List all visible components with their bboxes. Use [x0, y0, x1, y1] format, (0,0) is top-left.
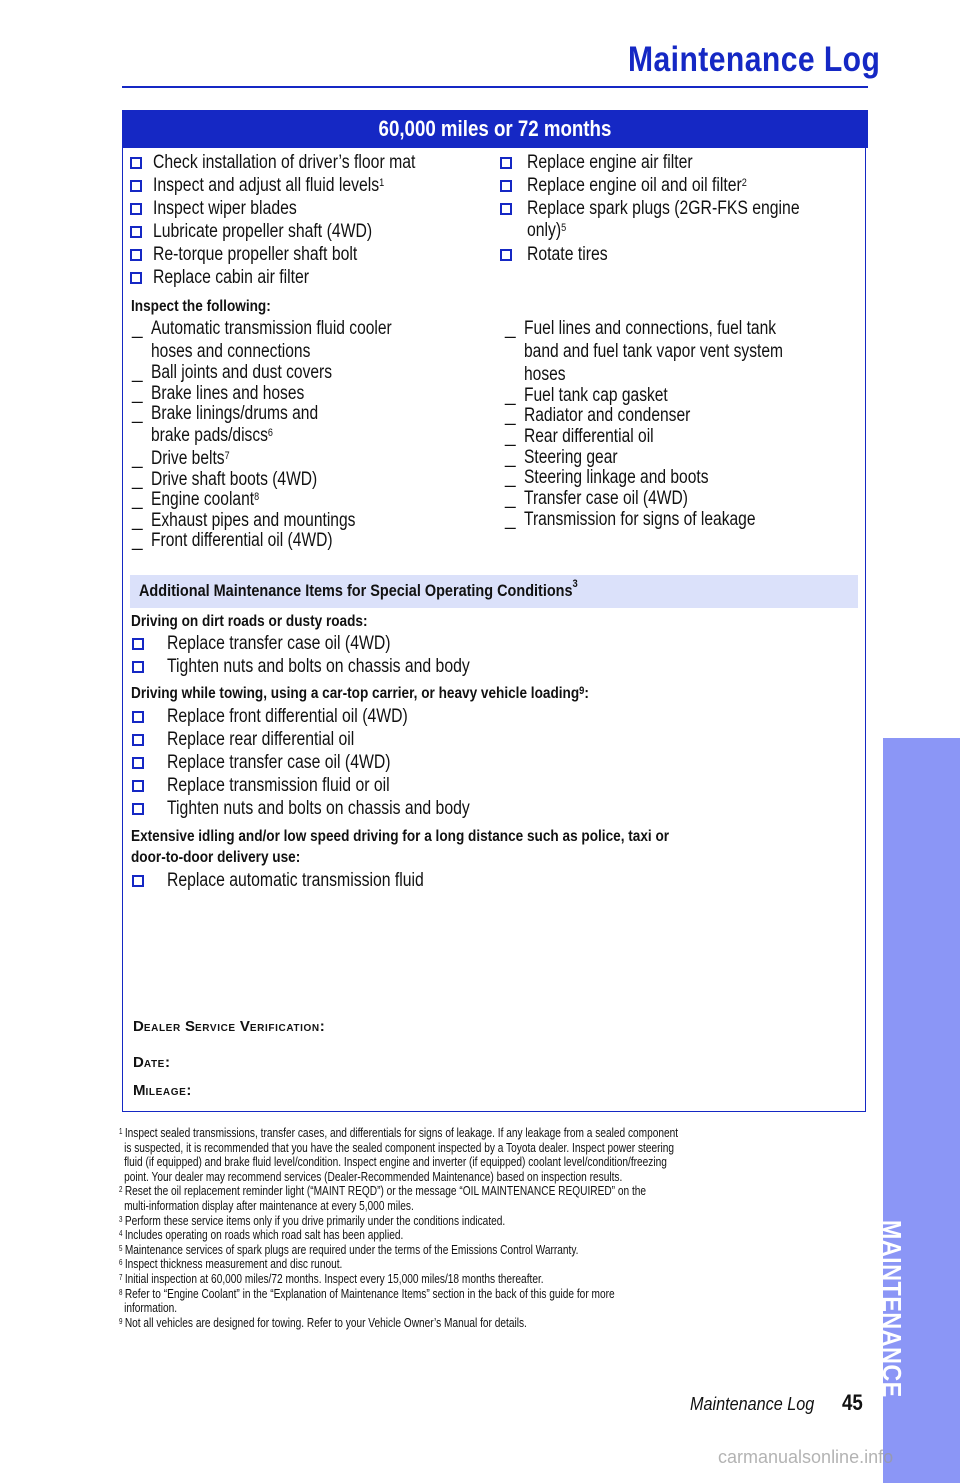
checklist-item: Rotate tires [527, 244, 608, 265]
watermark: carmanualsonline.info [718, 1447, 894, 1467]
inspect-item: Steering gear [524, 447, 618, 468]
inspect-item: Fuel tank cap gasket [524, 385, 668, 406]
inspect-item: Drive belts$^7$ [151, 448, 230, 469]
mileage-label [133, 1082, 191, 1099]
footnote-line: fluid (if equipped) and brake fluid level/condition. Inspect engine and inverter (if equipped) coolant level/condition/freezing [124, 1154, 667, 1170]
inspect-item: Radiator and condenser [524, 405, 691, 426]
checkbox[interactable] [500, 203, 512, 215]
checklist-item: Replace cabin air filter [153, 267, 310, 288]
checkbox[interactable] [500, 249, 512, 261]
footnote-line: multi-information display after maintenance at every 5,000 miles. [124, 1197, 414, 1213]
list-bullet: _ [132, 530, 143, 551]
checkbox[interactable] [132, 875, 144, 887]
inspect-item: Exhaust pipes and mountings [151, 510, 356, 531]
footnote-line: $^7$ Initial inspection at 60,000 miles/72 months. Inspect every 15,000 miles/18 months thereafter. [119, 1270, 544, 1286]
list-bullet: _ [505, 488, 516, 509]
special-item: Tighten nuts and bolts on chassis and body [167, 798, 470, 819]
checklist-item: Check installation of driver’s floor mat [153, 152, 416, 173]
interval-band [122, 110, 868, 148]
checklist-item: only)$^5$ [527, 220, 567, 241]
interval-title: 60,000 miles or 72 months [378, 116, 612, 141]
checklist-item: Replace engine air filter [527, 152, 693, 173]
list-bullet: _ [505, 385, 516, 406]
footnote-line: information. [124, 1300, 178, 1316]
checkbox[interactable] [132, 661, 144, 673]
checklist-item: Lubricate propeller shaft (4WD) [153, 221, 373, 242]
inspect-item: Brake lines and hoses [151, 383, 305, 404]
list-bullet: _ [505, 405, 516, 426]
list-bullet: _ [505, 426, 516, 447]
inspect-heading: Inspect the following: [131, 298, 271, 315]
list-bullet: _ [132, 403, 143, 424]
additional-title: Additional Maintenance Items for Special Operating Conditions [139, 581, 573, 600]
checklist-item: Inspect and adjust all fluid levels$^1$ [153, 175, 385, 196]
special-item: Replace front differential oil (4WD) [167, 706, 408, 727]
checkbox[interactable] [130, 203, 142, 215]
list-bullet: _ [132, 489, 143, 510]
special-item: Replace transmission fluid or oil [167, 775, 390, 796]
footnote-line: $^2$ Reset the oil replacement reminder light (“MAINT REQD”) or the message “OIL MAINTENANCE REQUIRED” on the [119, 1183, 647, 1199]
checkbox[interactable] [132, 757, 144, 769]
dealer-verification-display: DEALER SERVICE VERIFICATION: [133, 1018, 325, 1035]
footnote-line: $^3$ Perform these service items only if you drive primarily under the conditions indicated. [119, 1212, 506, 1228]
idling-heading: Extensive idling and/or low speed driving for a long distance such as police, taxi or [131, 828, 670, 845]
inspect-item: Front differential oil (4WD) [151, 530, 333, 551]
checkbox[interactable] [130, 226, 142, 238]
special-item: Replace automatic transmission fluid [167, 870, 424, 891]
footnote-line: $^5$ Maintenance services of spark plugs are required under the terms of the Emissions Control Warranty. [119, 1241, 579, 1257]
special-item: Replace transfer case oil (4WD) [167, 633, 391, 654]
list-bullet: _ [505, 447, 516, 468]
towing-heading: Driving while towing, using a car-top carrier, or heavy vehicle loading$^9$: [131, 685, 589, 702]
inspect-item: Engine coolant$^8$ [151, 489, 260, 510]
list-bullet: _ [132, 510, 143, 531]
checkbox[interactable] [130, 157, 142, 169]
inspect-item: Steering linkage and boots [524, 467, 709, 488]
list-bullet: _ [132, 469, 143, 490]
footnote-line: $^6$ Inspect thickness measurement and disc runout. [119, 1256, 343, 1272]
checkbox[interactable] [130, 249, 142, 261]
special-item: Replace transfer case oil (4WD) [167, 752, 391, 773]
inspect-item: Fuel lines and connections, fuel tank [524, 318, 777, 339]
inspect-item: Drive shaft boots (4WD) [151, 469, 318, 490]
list-bullet: _ [505, 467, 516, 488]
footnote-line: point. Your dealer may recommend services (Dealer-Recommended Maintenance) based on inspection results. [124, 1168, 623, 1184]
footnote-line: $^1$ Inspect sealed transmissions, transfer cases, and differentials for signs of leakage. If any leakage from a sealed component [119, 1125, 679, 1140]
date-display: DATE: [133, 1054, 170, 1071]
date-label [133, 1054, 170, 1071]
inspect-item: hoses and connections [151, 341, 311, 362]
footnote-line: is suspected, it is recommended that you have the sealed component inspected by a Toyota dealer. Inspect power steering [124, 1139, 675, 1155]
checklist-item: Replace engine oil and oil filter$^2$ [527, 175, 747, 196]
dealer-verification-label [133, 1018, 325, 1035]
inspect-item: band and fuel tank vapor vent system [524, 341, 783, 362]
checkbox[interactable] [132, 780, 144, 792]
checkbox[interactable] [132, 638, 144, 650]
footnotes [119, 1126, 873, 1330]
checkbox[interactable] [500, 157, 512, 169]
footnote-line: $^8$ Refer to “Engine Coolant” in the “Explanation of Maintenance Items” section in the back of this guide for more [119, 1285, 615, 1301]
special-item: Replace rear differential oil [167, 729, 355, 750]
inspect-item: Transfer case oil (4WD) [524, 488, 688, 509]
page-title: Maintenance Log [628, 40, 881, 79]
footnote-line: $^9$ Not all vehicles are designed for towing. Refer to your Vehicle Owner’s Manual for details. [119, 1314, 527, 1330]
additional-items-header [130, 575, 858, 608]
footer-section-label: Maintenance Log [690, 1394, 815, 1414]
checkbox[interactable] [130, 272, 142, 284]
checklist-item: Inspect wiper blades [153, 198, 297, 219]
list-bullet: _ [132, 318, 143, 339]
list-bullet: _ [505, 509, 516, 530]
inspect-item: Transmission for signs of leakage [524, 509, 756, 530]
section-tab-label [876, 1210, 907, 1408]
checkbox[interactable] [130, 180, 142, 192]
section-tab-text: MAINTENANCE [877, 1219, 907, 1398]
inspect-item: Rear differential oil [524, 426, 654, 447]
inspect-item: Brake linings/drums and [151, 403, 319, 424]
checklist-item: Re-torque propeller shaft bolt [153, 244, 358, 265]
inspect-item: brake pads/discs$^6$ [151, 425, 273, 446]
checkbox[interactable] [132, 711, 144, 723]
checklist-item: Replace spark plugs (2GR-FKS engine [527, 198, 800, 219]
checkbox[interactable] [132, 803, 144, 815]
mileage-display: MILEAGE: [133, 1082, 192, 1099]
inspect-item: Ball joints and dust covers [151, 362, 333, 383]
checkbox[interactable] [500, 180, 512, 192]
list-bullet: _ [505, 318, 516, 339]
list-bullet: _ [132, 448, 143, 469]
footnote-line: $^4$ Includes operating on roads which road salt has been applied. [119, 1227, 404, 1243]
dirt-roads-heading: Driving on dirt roads or dusty roads: [131, 613, 368, 630]
page-number: 45 [842, 1390, 863, 1415]
title-divider [122, 86, 868, 88]
list-bullet: _ [132, 362, 143, 383]
inspect-item: Automatic transmission fluid cooler [151, 318, 392, 339]
idling-heading-cont: door-to-door delivery use: [131, 849, 301, 866]
checkbox[interactable] [132, 734, 144, 746]
inspect-item: hoses [524, 364, 566, 385]
additional-title-sup: 3 [572, 578, 578, 590]
special-item: Tighten nuts and bolts on chassis and body [167, 656, 470, 677]
list-bullet: _ [132, 383, 143, 404]
